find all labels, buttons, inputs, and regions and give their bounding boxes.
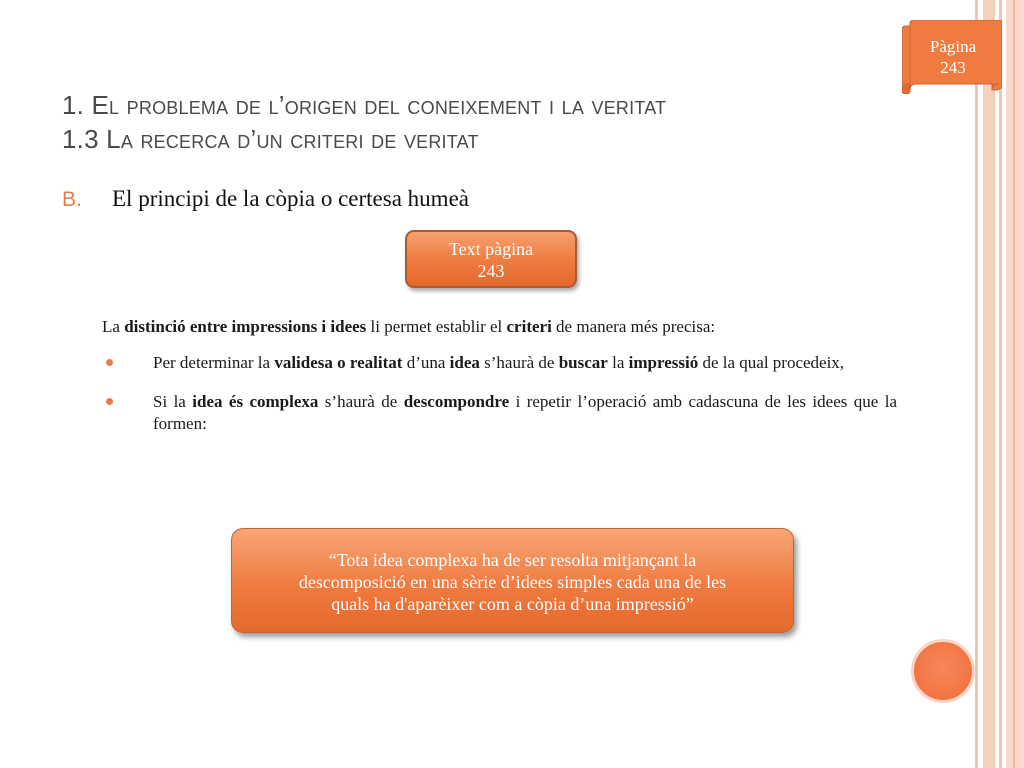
bold-run: criteri bbox=[506, 317, 552, 336]
bold-run: idea és complexa bbox=[192, 392, 319, 411]
slide-title bbox=[62, 88, 922, 156]
intro-paragraph bbox=[102, 316, 897, 338]
quote-line-3: quals ha d'aparèixer com a còpia d’una impressió” bbox=[331, 594, 694, 614]
text-page-button[interactable] bbox=[405, 230, 577, 288]
section-heading bbox=[62, 186, 469, 212]
badge-page-number: 243 bbox=[940, 58, 966, 77]
text-run: d’una bbox=[402, 353, 450, 372]
right-border-stripe bbox=[1013, 0, 1015, 768]
title-line-1: 1. El problema de l’origen del coneixement i la veritat bbox=[62, 90, 667, 120]
text-page-button-number: 243 bbox=[477, 261, 505, 281]
bold-run: idea bbox=[449, 353, 480, 372]
bullet-item bbox=[102, 352, 897, 374]
text-run: la bbox=[607, 353, 629, 372]
bold-run: buscar bbox=[558, 353, 608, 372]
text-run: li permet establir el bbox=[366, 317, 507, 336]
quote-box bbox=[231, 528, 794, 633]
section-heading-text: El principi de la còpia o certesa humeà bbox=[112, 186, 469, 211]
text-run: de manera més precisa: bbox=[551, 317, 716, 336]
bullet-list bbox=[102, 352, 897, 435]
body-text bbox=[102, 316, 897, 452]
bold-run: descompondre bbox=[403, 392, 510, 411]
text-run: s’haurà de bbox=[318, 392, 404, 411]
quote-line-1: “Tota idea complexa ha de ser resolta mitjançant la bbox=[328, 550, 697, 570]
text-page-button-label: Text pàgina bbox=[448, 239, 534, 259]
right-border-stripe bbox=[1006, 0, 1024, 768]
bold-run: distinció entre impressions i idees bbox=[124, 317, 367, 336]
right-border-stripe bbox=[999, 0, 1002, 768]
bold-run: impressió bbox=[628, 353, 699, 372]
text-run: Si la bbox=[153, 392, 193, 411]
text-run: de la qual procedeix, bbox=[698, 353, 845, 372]
section-letter: B. bbox=[62, 188, 82, 211]
text-run: La bbox=[102, 317, 125, 336]
bullet-item bbox=[102, 391, 897, 435]
bold-run: validesa o realitat bbox=[274, 353, 403, 372]
quote-line-2: descomposició en una sèrie d’idees simples cada una de les bbox=[298, 572, 727, 592]
right-border-stripe bbox=[975, 0, 978, 768]
text-run: i repetir l’operació amb cadascuna de les idees que la formen: bbox=[153, 392, 897, 433]
page-scroll-badge[interactable] bbox=[902, 20, 1002, 94]
title-line-2: 1.3 La recerca d’un criteri de veritat bbox=[62, 124, 479, 154]
right-border-stripe bbox=[983, 0, 995, 768]
badge-label: Pàgina bbox=[929, 37, 977, 56]
text-run: Per determinar la bbox=[153, 353, 275, 372]
decorative-circle bbox=[911, 639, 975, 703]
bullet-dot-icon bbox=[106, 359, 113, 366]
bullet-dot-icon bbox=[106, 398, 113, 405]
text-run: s’haurà de bbox=[479, 353, 559, 372]
